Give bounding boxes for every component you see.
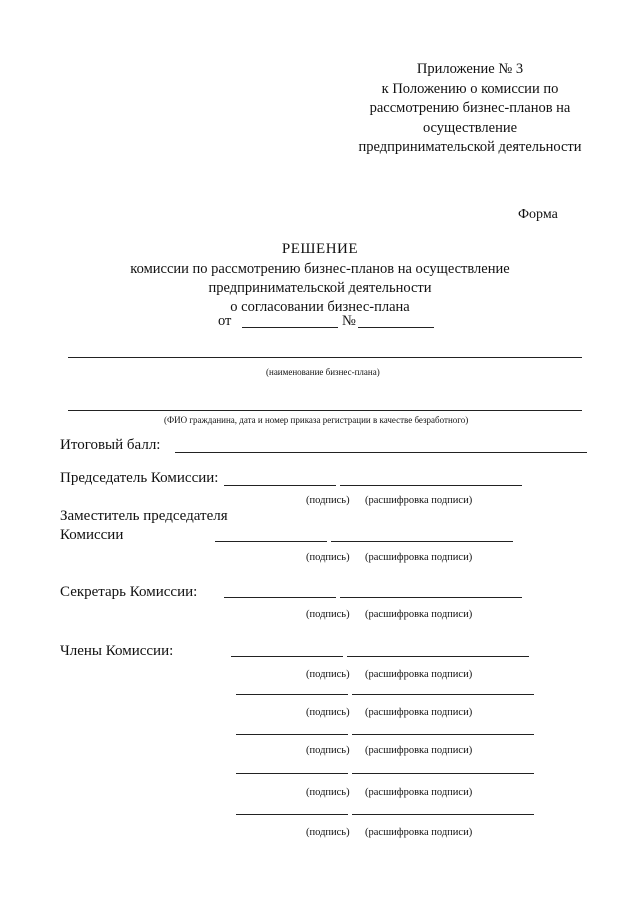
appendix-line: к Положению о комиссии по: [381, 80, 559, 97]
decode-caption: (расшифровка подписи): [365, 707, 473, 718]
signature-caption: (подпись): [306, 552, 350, 563]
signature-caption: (подпись): [306, 745, 350, 756]
plan-name-caption: (наименование бизнес-плана): [266, 367, 380, 377]
total-score-field[interactable]: [175, 452, 587, 453]
appendix-line: Приложение № 3: [416, 61, 524, 77]
chairman-name-field[interactable]: [340, 485, 522, 486]
number-prefix: №: [342, 313, 356, 329]
member-name-field[interactable]: [352, 734, 534, 735]
member-name-field[interactable]: [352, 773, 534, 774]
member-name-field[interactable]: [347, 656, 529, 657]
chairman-signature-field[interactable]: [224, 485, 336, 486]
member-signature-field[interactable]: [231, 656, 343, 657]
signature-caption: (подпись): [306, 609, 350, 620]
signature-caption: (подпись): [306, 495, 350, 506]
decision-heading: РЕШЕНИЕ: [281, 241, 359, 257]
member-signature-field[interactable]: [236, 734, 348, 735]
decode-caption: (расшифровка подписи): [365, 495, 473, 506]
secretary-label: Секретарь Комиссии:: [60, 584, 198, 600]
member-signature-field[interactable]: [236, 773, 348, 774]
appendix-line: осуществление: [422, 119, 518, 136]
decode-caption: (расшифровка подписи): [365, 827, 473, 838]
signature-caption: (подпись): [306, 669, 350, 680]
decode-caption: (расшифровка подписи): [365, 745, 473, 756]
member-signature-field[interactable]: [236, 694, 348, 695]
number-field[interactable]: [358, 327, 434, 328]
appendix-header: [350, 60, 590, 158]
deputy-label-line2: Комиссии: [60, 527, 124, 543]
decision-subtitle-3: о согласовании бизнес-плана: [230, 299, 410, 315]
decode-caption: (расшифровка подписи): [365, 552, 473, 563]
member-name-field[interactable]: [352, 814, 534, 815]
decode-caption: (расшифровка подписи): [365, 609, 473, 620]
plan-name-field[interactable]: [68, 357, 582, 358]
deputy-name-field[interactable]: [331, 541, 513, 542]
applicant-caption: (ФИО гражданина, дата и номер приказа регистрации в качестве безработного): [164, 415, 469, 425]
total-score-label: Итоговый балл:: [60, 437, 161, 453]
signature-caption: (подпись): [306, 707, 350, 718]
date-field[interactable]: [242, 327, 338, 328]
form-label: Форма: [518, 207, 558, 222]
deputy-label-line1: Заместитель председателя: [60, 508, 228, 524]
appendix-line: рассмотрению бизнес-планов на: [369, 100, 571, 116]
chairman-label: Председатель Комиссии:: [60, 470, 219, 486]
signature-caption: (подпись): [306, 787, 350, 798]
decision-subtitle-1: комиссии по рассмотрению бизнес-планов на осуществление: [130, 261, 510, 277]
date-prefix: от: [218, 313, 232, 329]
signature-caption: (подпись): [306, 827, 350, 838]
applicant-field[interactable]: [68, 410, 582, 411]
decode-caption: (расшифровка подписи): [365, 669, 473, 680]
member-signature-field[interactable]: [236, 814, 348, 815]
decision-subtitle-2: предпринимательской деятельности: [208, 280, 432, 296]
members-label: Члены Комиссии:: [60, 643, 174, 659]
member-name-field[interactable]: [352, 694, 534, 695]
decode-caption: (расшифровка подписи): [365, 787, 473, 798]
secretary-signature-field[interactable]: [224, 597, 336, 598]
appendix-line: предпринимательской деятельности: [358, 139, 582, 155]
deputy-signature-field[interactable]: [215, 541, 327, 542]
secretary-name-field[interactable]: [340, 597, 522, 598]
